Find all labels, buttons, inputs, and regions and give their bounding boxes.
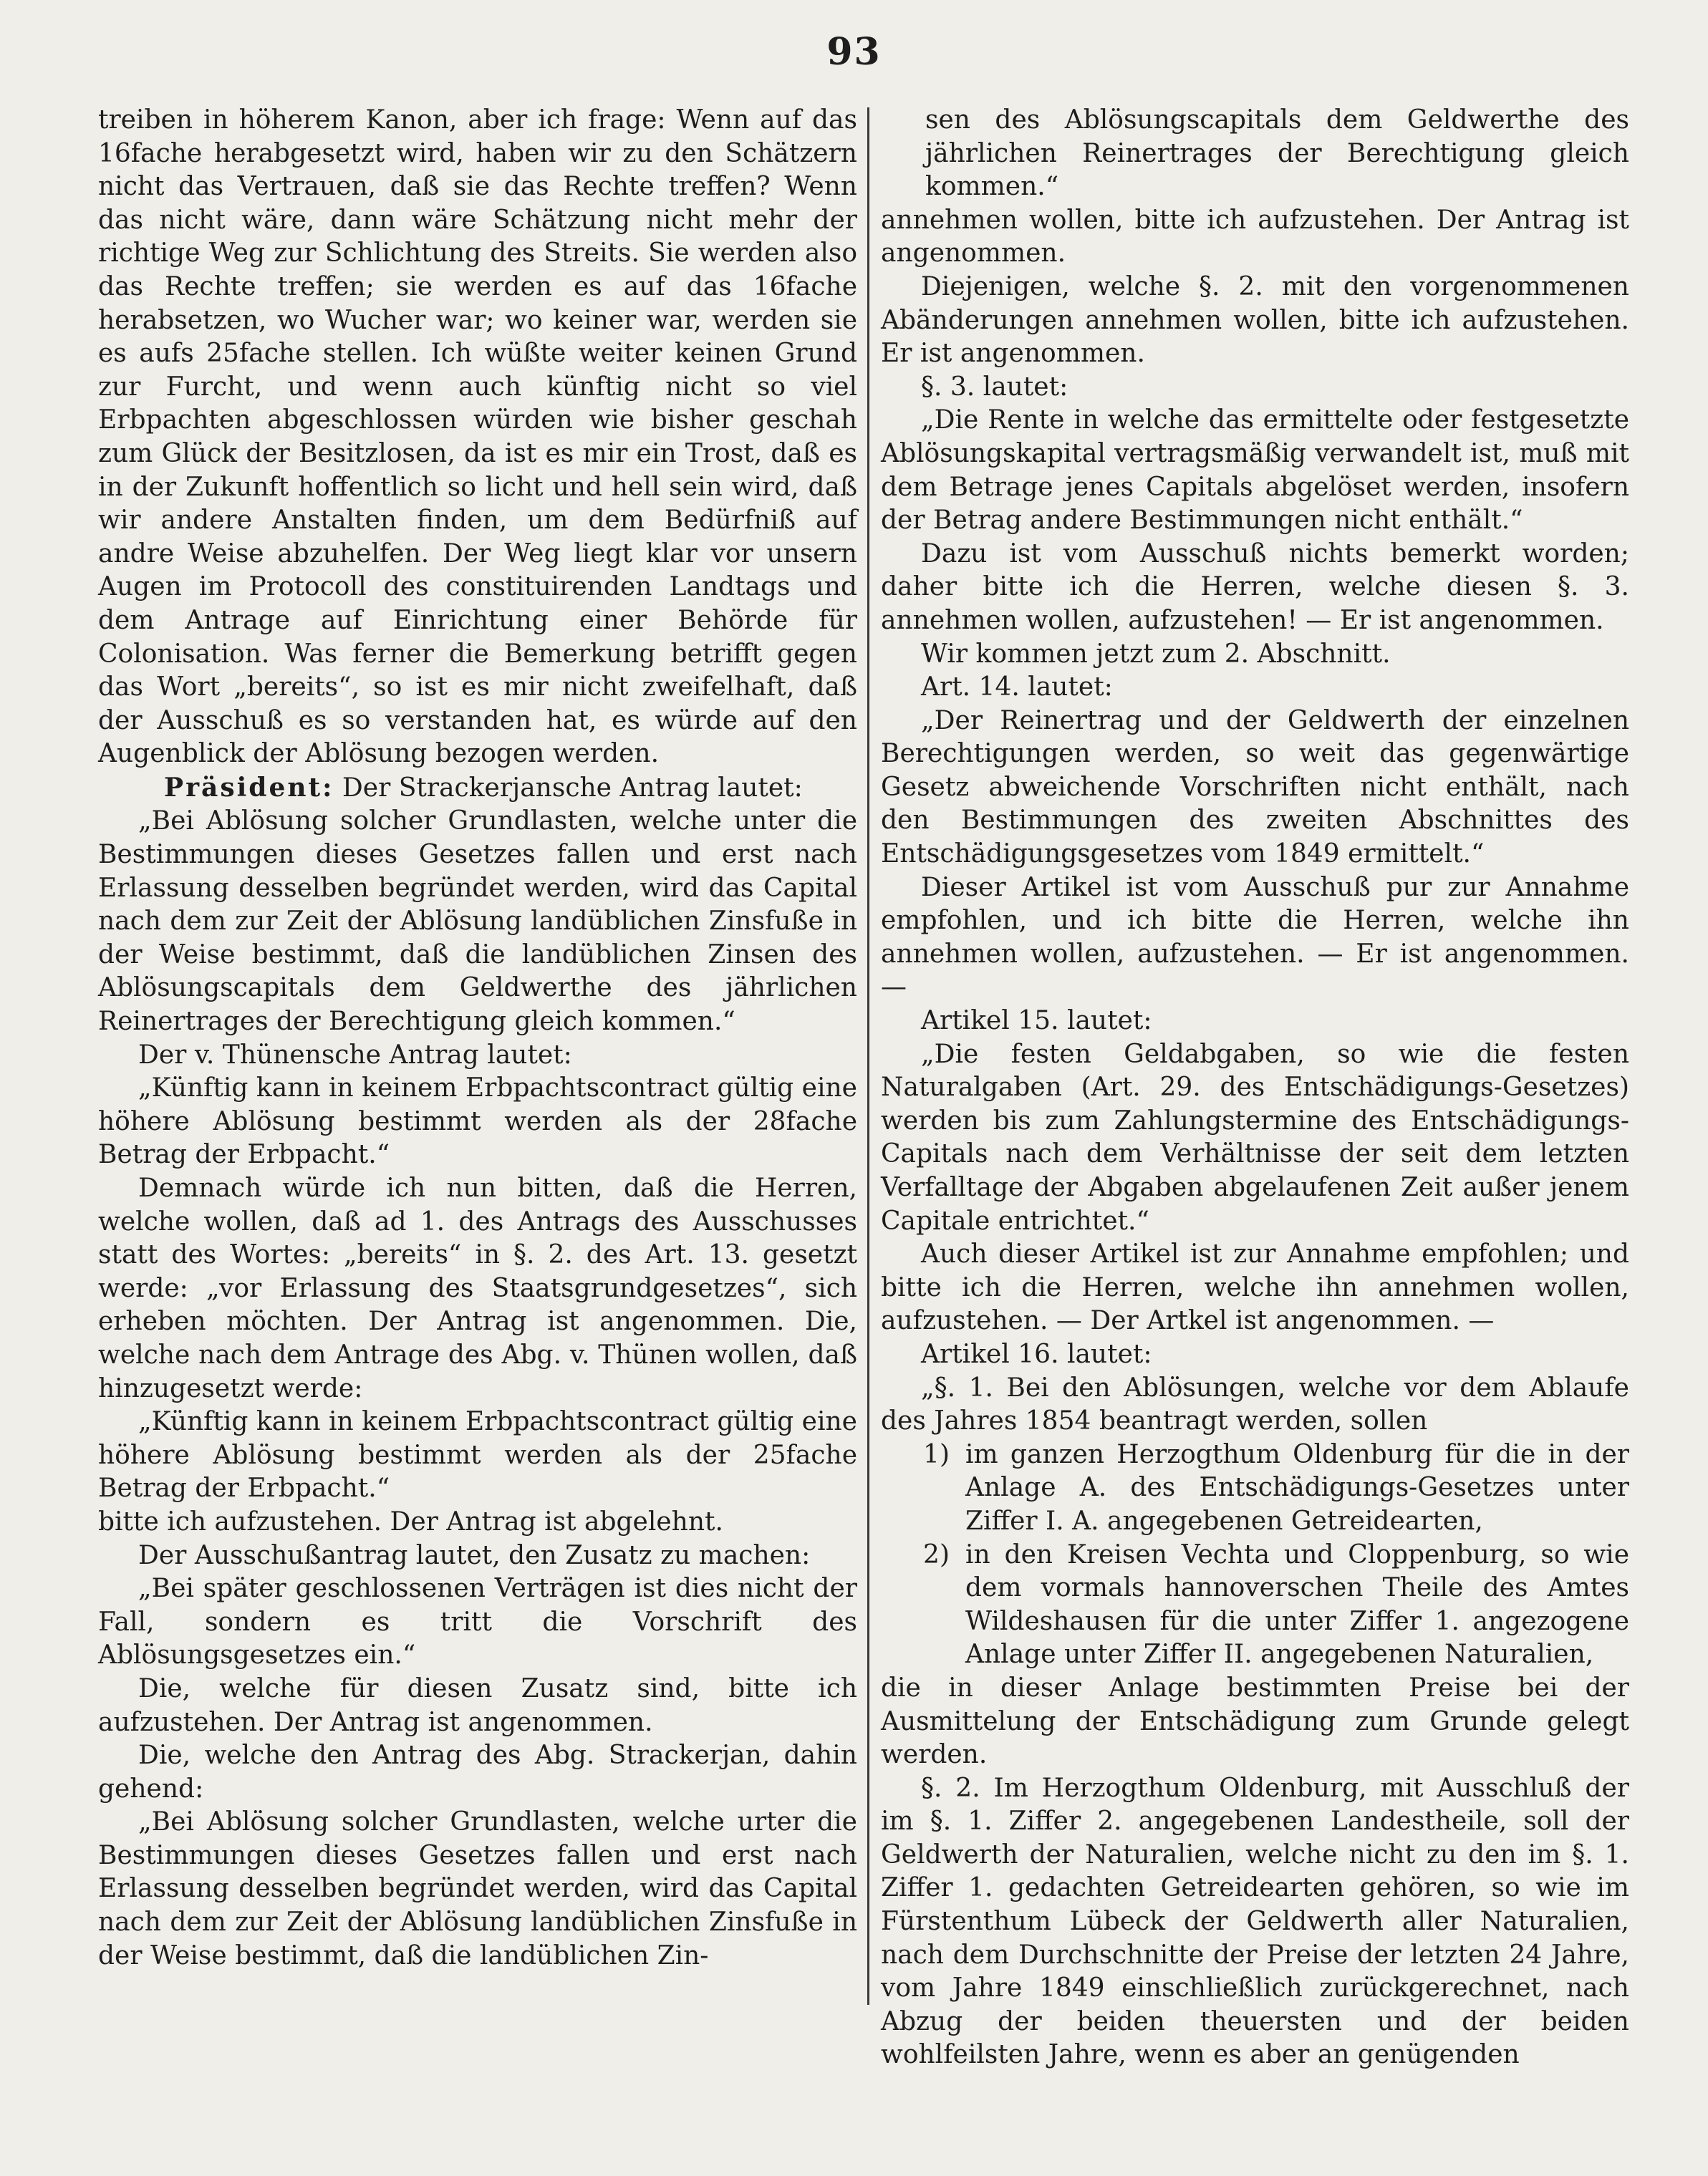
paragraph: Artikel 16. lautet:	[921, 1339, 1152, 1369]
quoted-motion-continued: sen des Ablösungscapitals dem Geldwerthe des jährlichen Reinertrages der Berechtigung gleich kommen.“	[925, 105, 1629, 202]
quoted-section: „Der Reinertrag und der Geldwerth der einzelnen Berechtigungen werden, so weit das gegenwärtige Gesetz abweichende Vorschriften nicht enthält, nach den Bestimmungen des zweiten Abschnittes des Entschädigungsgesetzes vom 1849 ermittelt.“	[881, 705, 1629, 869]
list-item-number: 2)	[923, 1539, 950, 1570]
paragraph: Auch dieser Artikel ist zur Annahme empfohlen; und bitte ich die Herren, welche ihn annehmen wollen, aufzustehen. — Der Artkel ist angenommen. —	[881, 1239, 1629, 1336]
right-column	[881, 104, 1629, 2072]
list-item	[881, 1438, 1629, 1539]
list-item-number: 1)	[923, 1439, 950, 1469]
paragraph: Dieser Artikel ist vom Ausschuß pur zur Annahme empfohlen, und ich bitte die Herren, welche ihn annehmen wollen, aufzustehen. — Er ist angenommen. —	[881, 872, 1629, 1002]
paragraph: Wir kommen jetzt zum 2. Abschnitt.	[921, 639, 1391, 669]
quoted-section: „§. 1. Bei den Ablösungen, welche vor dem Ablaufe des Jahres 1854 beantragt werden, sollen	[881, 1373, 1629, 1436]
quoted-section: „Die Rente in welche das ermittelte oder festgesetzte Ablösungskapital vertragsmäßig verwandelt ist, muß mit dem Betrage jenes Capitals abgelöset werden, insofern der Betrag andere Bestimmungen nicht enthält.“	[881, 405, 1629, 536]
paragraph: Diejenigen, welche §. 2. mit den vorgenommenen Abänderungen annehmen wollen, bitte ich aufzustehen. Er ist angenommen.	[881, 271, 1629, 369]
paragraph: Der Ausschußantrag lautet, den Zusatz zu machen:	[138, 1540, 811, 1570]
quoted-motion: „Bei später geschlossenen Verträgen ist dies nicht der Fall, sondern es tritt die Vorschrift des Ablösungsgesetzes ein.“	[98, 1574, 857, 1670]
paragraph: Der v. Thünensche Antrag lautet:	[138, 1040, 572, 1070]
quoted-motion: „Künftig kann in keinem Erbpachtscontract gültig eine höhere Ablösung bestimmt werden als der 28fache Betrag der Erbpacht.“	[98, 1073, 857, 1170]
paragraph: Demnach würde ich nun bitten, daß die Herren, welche wollen, daß ad 1. des Antrags des Ausschusses statt des Wortes: „bereits“ in §. 2. des Art. 13. gesetzt werde: „vor Erlassung des Staatsgrundgesetzes“, sich erheben möchten. Der Antrag ist angenommen. Die, welche nach dem Antrage des Abg. v. Thünen wollen, daß hinzugesetzt werde:	[98, 1174, 857, 1403]
paragraph: bitte ich aufzustehen. Der Antrag ist abgelehnt.	[98, 1507, 723, 1537]
paragraph: Dazu ist vom Ausschuß nichts bemerkt worden; daher bitte ich die Herren, welche diesen §. 3. annehmen wollen, aufzustehen! — Er ist angenommen.	[881, 538, 1629, 635]
paragraph-text: Der Strackerjansche Antrag lautet:	[334, 773, 803, 803]
list-item-text: in den Kreisen Vechta und Cloppenburg, so wie dem vormals hannoverschen Theile des Amtes Wildeshausen für die unter Ziffer 1. angezogene Anlage unter Ziffer II. angegebenen Naturalien,	[965, 1539, 1629, 1670]
paragraph: annehmen wollen, bitte ich aufzustehen. Der Antrag ist angenommen.	[881, 205, 1629, 269]
quoted-motion: „Bei Ablösung solcher Grundlasten, welche urter die Bestimmungen dieses Gesetzes fallen und erst nach Erlassung desselben begründet werden, wird das Capital nach dem zur Zeit der Ablösung landüblichen Zinsfuße in der Weise bestimmt, daß die landüblichen Zin-	[98, 1807, 857, 1971]
paragraph: treiben in höherem Kanon, aber ich frage: Wenn auf das 16fache herabgesetzt wird, haben wir zu den Schätzern nicht das Vertrauen, daß sie das Rechte treffen? Wenn das nicht wäre, dann wäre Schätzung nicht mehr der richtige Weg zur Schlichtung des Streits. Sie werden also das Rechte treffen; sie werden es auf das 16fache herabsetzen, wo Wucher war; wo keiner war, werden sie es aufs 25fache stellen. Ich wüßte weiter keinen Grund zur Furcht, und wenn auch künftig nicht so viel Erbpachten abgeschlossen würden wie bisher geschah zum Glück der Besitzlosen, da ist es mir ein Trost, daß es in der Zukunft hoffentlich so licht und hell sein wird, daß wir andere Anstalten finden, um dem Bedürfniß auf andre Weise abzuhelfen. Der Weg liegt klar vor unsern Augen im Protocoll des constituirenden Landtags und dem Antrage auf Einrichtung einer Behörde für Colonisation. Was ferner die Bemerkung betrifft gegen das Wort „bereits“, so ist es mir nicht zweifelhaft, daß der Ausschuß es so verstanden hat, es würde auf den Augenblick der Ablösung bezogen werden.	[98, 105, 857, 769]
list-item-text: im ganzen Herzogthum Oldenburg für die in der Anlage A. des Entschädigungs-Gesetzes unter Ziffer I. A. angegebenen Getreidearten,	[965, 1439, 1629, 1536]
paragraph: Art. 14. lautet:	[921, 672, 1113, 702]
paragraph: §. 2. Im Herzogthum Oldenburg, mit Ausschluß der im §. 1. Ziffer 2. angegebenen Landestheile, soll der Geldwerth der Naturalien, welche nicht zu den im §. 1. Ziffer 1. gedachten Getreidearten gehören, so wie im Fürstenthum Lübeck der Geldwerth aller Naturalien, nach dem Durchschnitte der Preise der letzten 24 Jahre, vom Jahre 1849 einschließlich zurückgerechnet, nach Abzug der beiden theuersten und der beiden wohlfeilsten Jahre, wenn es aber an genügenden	[881, 1773, 1629, 2070]
paragraph: die in dieser Anlage bestimmten Preise bei der Ausmittelung der Entschädigung zum Grunde gelegt werden.	[881, 1673, 1629, 1770]
page-number: 93	[826, 30, 882, 74]
list-item	[881, 1539, 1629, 1672]
quoted-section: „Die festen Geldabgaben, so wie die festen Naturalgaben (Art. 29. des Entschädigungs-Gesetzes) werden bis zum Zahlungstermine des Entschädigungs-Capitals nach dem Verhältnisse der seit dem letzten Verfalltage der Abgaben abgelaufenen Zeit außer jenem Capitale entrichtet.“	[881, 1039, 1629, 1236]
column-divider	[867, 107, 869, 2005]
speaker-name: Präsident:	[164, 772, 334, 803]
paragraph: Die, welche für diesen Zusatz sind, bitte ich aufzustehen. Der Antrag ist angenommen.	[98, 1673, 857, 1737]
left-column	[98, 104, 857, 1973]
paragraph: Die, welche den Antrag des Abg. Strackerjan, dahin gehend:	[98, 1741, 857, 1804]
paragraph: §. 3. lautet:	[921, 372, 1068, 402]
paragraph: Artikel 15. lautet:	[921, 1006, 1152, 1036]
president-paragraph	[98, 771, 857, 806]
quoted-motion: „Künftig kann in keinem Erbpachtscontract gültig eine höhere Ablösung bestimmt werden als der 25fache Betrag der Erbpacht.“	[98, 1407, 857, 1504]
quoted-motion: „Bei Ablösung solcher Grundlasten, welche unter die Bestimmungen dieses Gesetzes fallen und erst nach Erlassung desselben begründet werden, wird das Capital nach dem zur Zeit der Ablösung landüblichen Zinsfuße in der Weise bestimmt, daß die landüblichen Zinsen des Ablösungscapitals dem Geldwerthe des jährlichen Reinertrages der Berechtigung gleich kommen.“	[98, 806, 857, 1037]
